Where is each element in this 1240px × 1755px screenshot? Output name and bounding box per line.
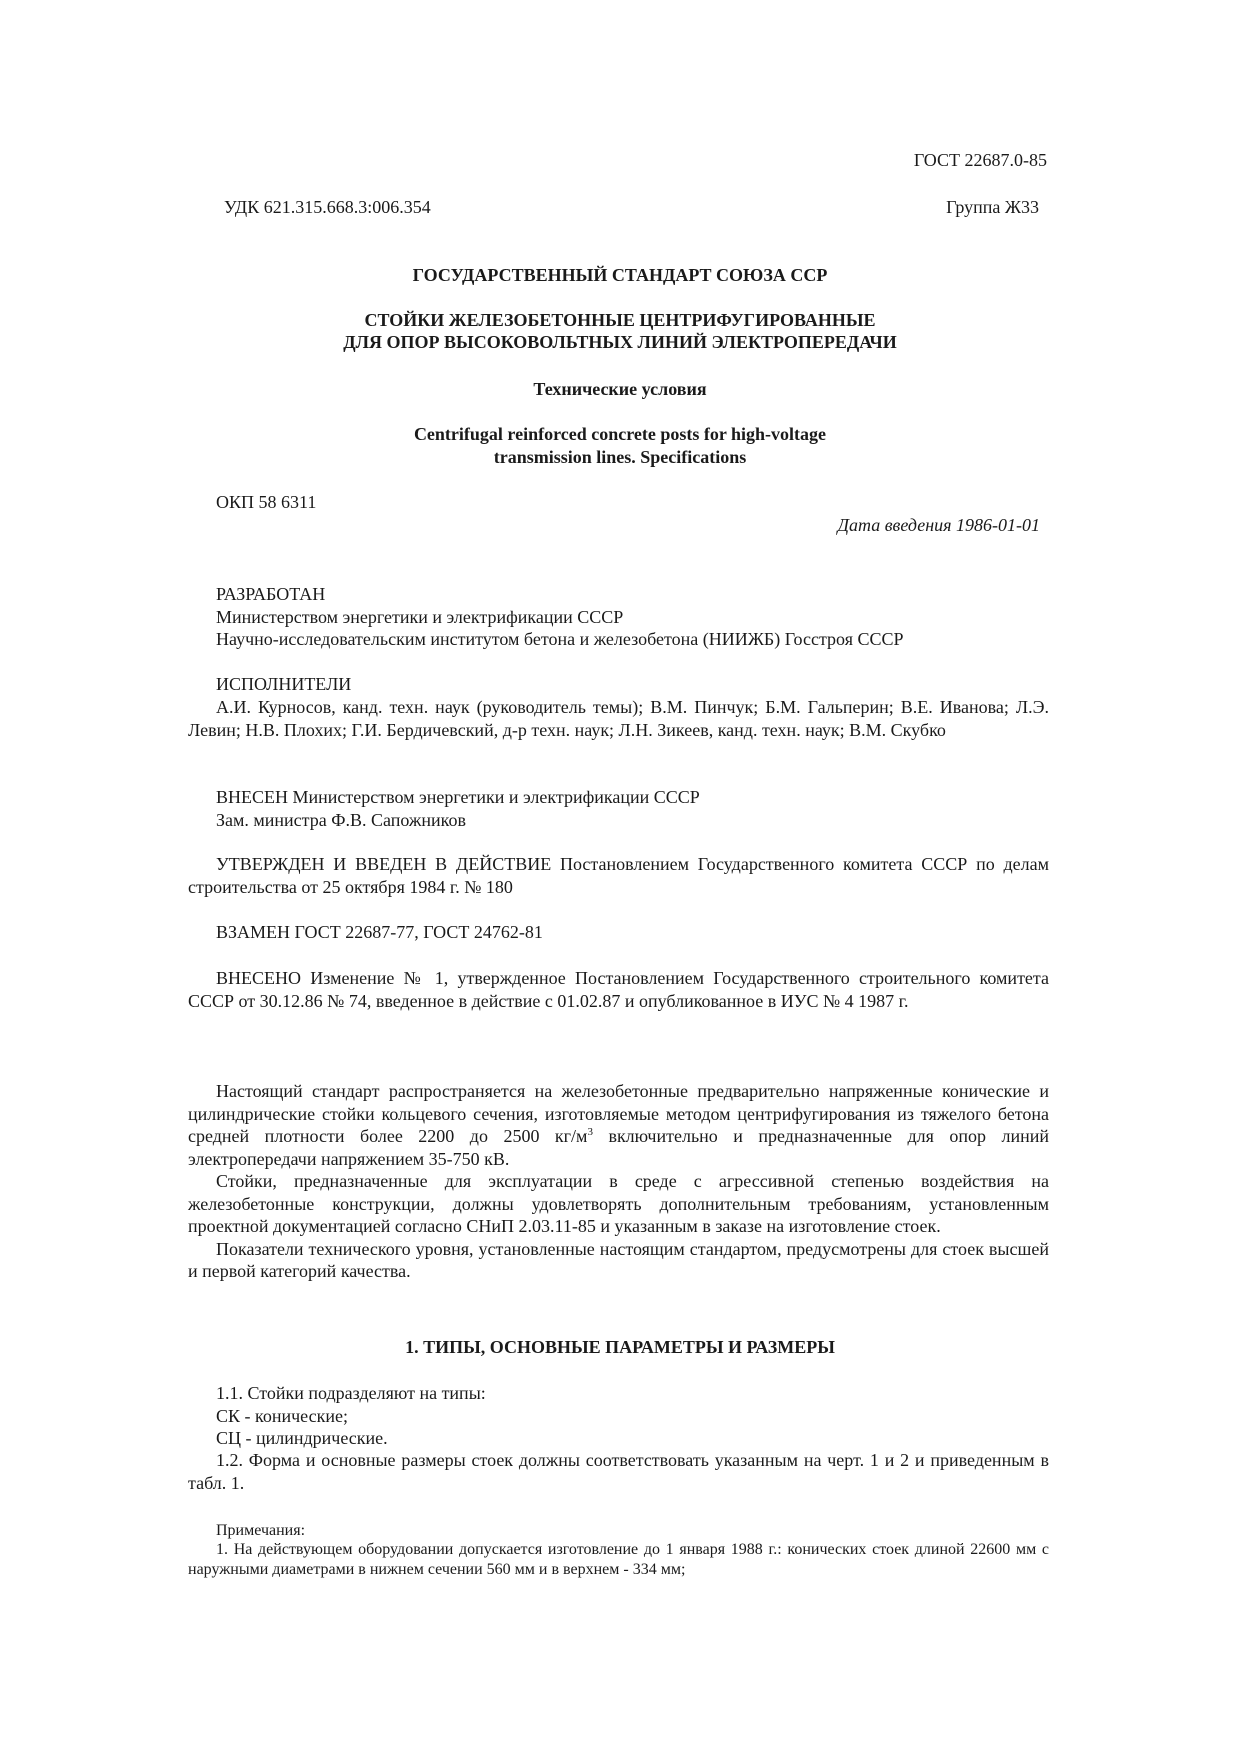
notes-block — [188, 1540, 1049, 1580]
performers-heading-block — [216, 673, 351, 696]
amendment-block — [188, 967, 1049, 1012]
standard-name-line2: ДЛЯ ОПОР ВЫСОКОВОЛЬТНЫХ ЛИНИЙ ЭЛЕКТРОПЕРЕДАЧИ — [343, 332, 897, 352]
note-1: 1. На действующем оборудовании допускается изготовление до 1 января 1988 г.: конических стоек длиной 22600 мм с наружными диаметрами в нижнем сечении 560 мм и в верхнем - 334 мм; — [188, 1541, 1049, 1578]
standard-name-line1: СТОЙКИ ЖЕЛЕЗОБЕТОННЫЕ ЦЕНТРИФУГИРОВАННЫЕ — [364, 310, 876, 330]
state-standard-title: ГОСУДАРСТВЕННЫЙ СТАНДАРТ СОЮЗА ССР — [412, 265, 828, 285]
scope-paragraph-1 — [188, 1080, 1049, 1170]
developed-line2: Научно-исследовательским институтом бетона и железобетона (НИИЖБ) Госстроя СССР — [216, 629, 904, 649]
scope-p1-superscript: 3 — [587, 1126, 593, 1138]
type-sc: СЦ - цилиндрические. — [216, 1428, 388, 1448]
performers-block — [188, 696, 1049, 741]
developed-block — [216, 583, 904, 651]
submitted-line1: ВНЕСЕН Министерством энергетики и электрификации СССР — [216, 787, 700, 807]
type-sk: СК - конические; — [216, 1405, 348, 1426]
submitted-block — [216, 786, 700, 831]
scope-p1-tail: включительно и предназначенные для опор линий электропередачи напряжением 35-750 кВ. — [188, 1126, 1049, 1169]
developed-line1: Министерством энергетики и электрификации СССР — [216, 606, 624, 627]
performers-heading: ИСПОЛНИТЕЛИ — [216, 674, 352, 694]
scope-p1-text: Настоящий стандарт распространяется на железобетонные предварительно напряженные конические и цилиндрические стойки кольцевого сечения, изготовляемые методом центрифугирования из тяжелого бетона средней плотности более 2200 до 2500 кг/м — [188, 1081, 1049, 1146]
english-title-line2: transmission lines. Specifications — [493, 447, 747, 467]
performers-text: А.И. Курносов, канд. техн. наук (руководитель темы); В.М. Пинчук; Б.М. Гальперин; В.Е. Иванова; Л.Э. Левин; Н.В. Плохих; Г.И. Бердичевский, д-р техн. наук; Л.Н. Зикеев, канд. техн. наук; В.М. Скубко — [188, 697, 1049, 740]
english-title-line1: Centrifugal reinforced concrete posts for high-voltage — [413, 424, 827, 444]
notes-heading: Примечания: — [216, 1522, 306, 1539]
replaces-block — [216, 921, 543, 944]
scope-paragraph-2: Стойки, предназначенные для эксплуатации в среде с агрессивной степенью воздействия на железобетонные конструкции, должны удовлетворять дополнительным требованиям, установленным проектной документацией согласно СНиП 2.03.11-85 и указанным в заказе на изготовление стоек. — [188, 1171, 1049, 1236]
approved-text: УТВЕРЖДЕН И ВВЕДЕН В ДЕЙСТВИЕ Постановлением Государственного комитета СССР по делам строительства от 25 октября 1984 г. № 180 — [188, 854, 1049, 897]
subtitle: Технические условия — [533, 379, 707, 399]
submitted-line2: Зам. министра Ф.В. Сапожников — [216, 809, 466, 830]
approved-block — [188, 853, 1049, 898]
group-code: Группа Ж33 — [946, 197, 1039, 217]
scope-paragraph-3: Показатели технического уровня, установленные настоящим стандартом, предусмотрены для стоек высшей и первой категорий качества. — [188, 1238, 1049, 1281]
amendment-text: ВНЕСЕНО Изменение № 1, утвержденное Постановлением Государственного строительного комитета СССР от 30.12.86 № 74, введенное в действие с 01.02.87 и опубликованное в ИУС № 4 1987 г. — [188, 968, 1049, 1011]
item-1-2: 1.2. Форма и основные размеры стоек должны соответствовать указанным на черт. 1 и 2 и приведенным в табл. 1. — [188, 1450, 1049, 1493]
item-1-2-block — [188, 1449, 1049, 1494]
intro-date: Дата введения 1986-01-01 — [837, 515, 1040, 535]
okp-code: ОКП 58 6311 — [216, 492, 317, 512]
replaces-text: ВЗАМЕН ГОСТ 22687-77, ГОСТ 24762-81 — [216, 922, 543, 942]
gost-number: ГОСТ 22687.0-85 — [913, 150, 1047, 170]
developed-heading: РАЗРАБОТАН — [216, 584, 326, 604]
udk-code: УДК 621.315.668.3:006.354 — [224, 197, 431, 217]
item-1-1: 1.1. Стойки подразделяют на типы: — [216, 1383, 486, 1403]
scope-block — [188, 1080, 1049, 1283]
section-1-types — [216, 1382, 486, 1450]
section-1-heading: 1. ТИПЫ, ОСНОВНЫЕ ПАРАМЕТРЫ И РАЗМЕРЫ — [405, 1337, 835, 1357]
